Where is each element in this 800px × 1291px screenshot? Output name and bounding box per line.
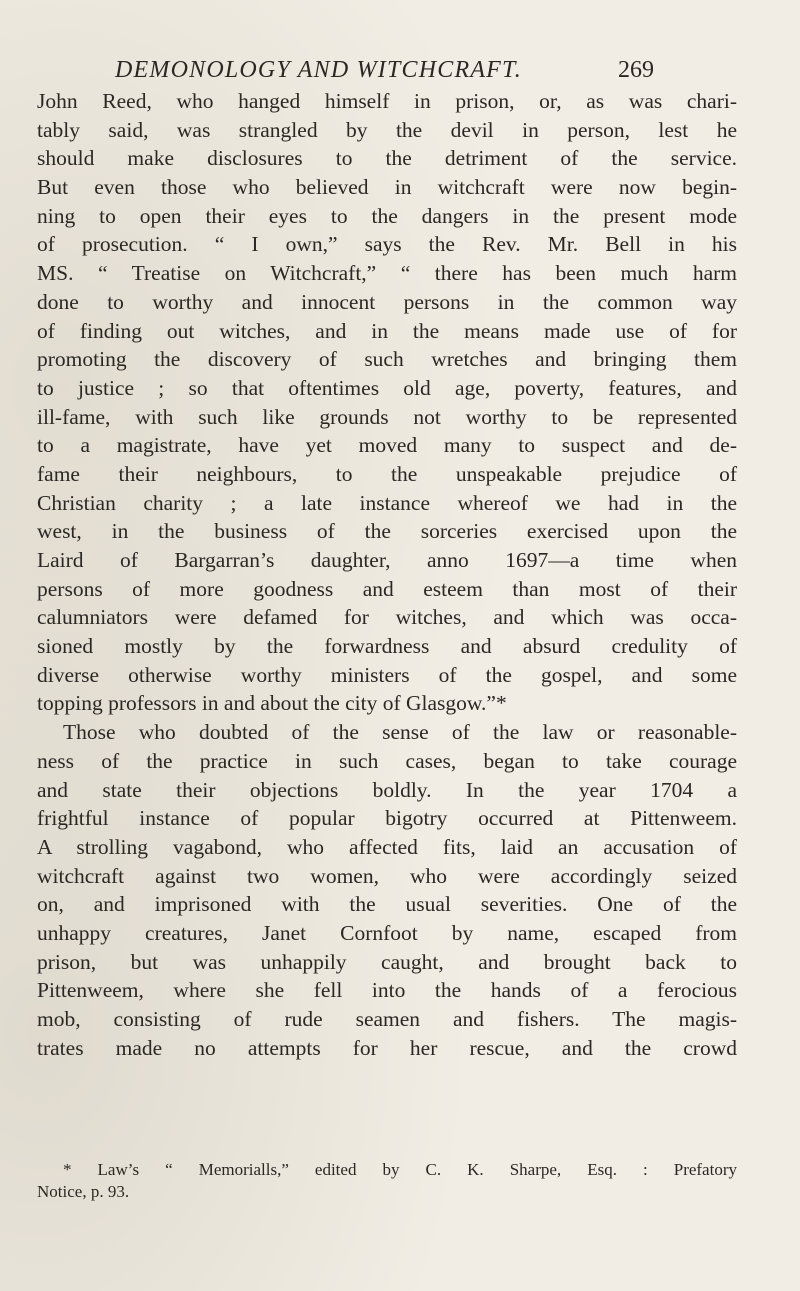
text-line: witchcraft against two women, who were accordingly seized <box>37 863 737 888</box>
text-line: ning to open their eyes to the dangers in the present mode <box>37 203 737 228</box>
footnote-line: * Law’s “ Memorialls,” edited by C. K. Sharpe, Esq. : Prefatory <box>63 1160 737 1179</box>
text-line: of finding out witches, and in the means made use of for <box>37 318 737 343</box>
text-line: diverse otherwise worthy ministers of the gospel, and some <box>37 662 737 687</box>
text-line: to a magistrate, have yet moved many to suspect and de- <box>37 433 737 458</box>
text-line: mob, consisting of rude seamen and fishers. The magis- <box>37 1007 737 1031</box>
text-line: frightful instance of popular bigotry occurred at Pittenweem. <box>37 806 737 831</box>
text-line: to justice ; so that oftentimes old age, poverty, features, and <box>37 375 737 400</box>
running-head-title: DEMONOLOGY AND WITCHCRAFT. <box>115 57 523 83</box>
footnote <box>37 1159 737 1203</box>
text-line: tably said, was strangled by the devil in person, lest he <box>37 117 737 142</box>
text-line: done to worthy and innocent persons in the common way <box>37 289 737 314</box>
text-line: calumniators were defamed for witches, and which was occa- <box>37 605 737 630</box>
text-line: Christian charity ; a late instance whereof we had in the <box>37 490 737 515</box>
footnote-line: Notice, p. 93. <box>37 1182 130 1201</box>
text-line: Pittenweem, where she fell into the hands of a ferocious <box>37 978 737 1003</box>
text-line: topping professors in and about the city of Glasgow.”* <box>37 691 507 716</box>
text-line: A strolling vagabond, who affected fits, laid an accusation of <box>37 834 737 859</box>
text-line: MS. “ Treatise on Witchcraft,” “ there has been much harm <box>37 261 737 286</box>
text-line: ness of the practice in such cases, began to take courage <box>37 748 737 773</box>
page-number: 269 <box>618 57 654 83</box>
text-line: persons of more goodness and esteem than most of their <box>37 576 737 601</box>
text-line: west, in the business of the sorceries exercised upon the <box>37 519 737 544</box>
text-line: should make disclosures to the detriment of the service. <box>37 146 737 171</box>
text-line: of prosecution. “ I own,” says the Rev. Mr. Bell in his <box>37 232 737 257</box>
running-head <box>0 52 800 88</box>
text-line: fame their neighbours, to the unspeakable prejudice of <box>37 461 737 486</box>
text-line: on, and imprisoned with the usual severities. One of the <box>37 892 737 917</box>
text-line: trates made no attempts for her rescue, and the crowd <box>37 1035 737 1060</box>
text-line: John Reed, who hanged himself in prison, or, as was chari- <box>37 89 737 113</box>
text-line: ill-fame, with such like grounds not worthy to be represented <box>37 404 737 429</box>
text-line: sioned mostly by the forwardness and absurd credulity of <box>37 634 737 659</box>
text-line: But even those who believed in witchcraft were now begin- <box>37 175 737 200</box>
text-line: prison, but was unhappily caught, and brought back to <box>37 949 737 974</box>
text-line: unhappy creatures, Janet Cornfoot by name, escaped from <box>37 920 737 945</box>
text-line: Laird of Bargarran’s daughter, anno 1697—a time when <box>37 548 737 572</box>
body-text <box>37 87 737 1062</box>
text-line: and state their objections boldly. In the year 1704 a <box>37 777 737 802</box>
text-line: promoting the discovery of such wretches and bringing them <box>37 347 737 372</box>
paragraph-start-line: Those who doubted of the sense of the law or reasonable- <box>63 720 737 745</box>
